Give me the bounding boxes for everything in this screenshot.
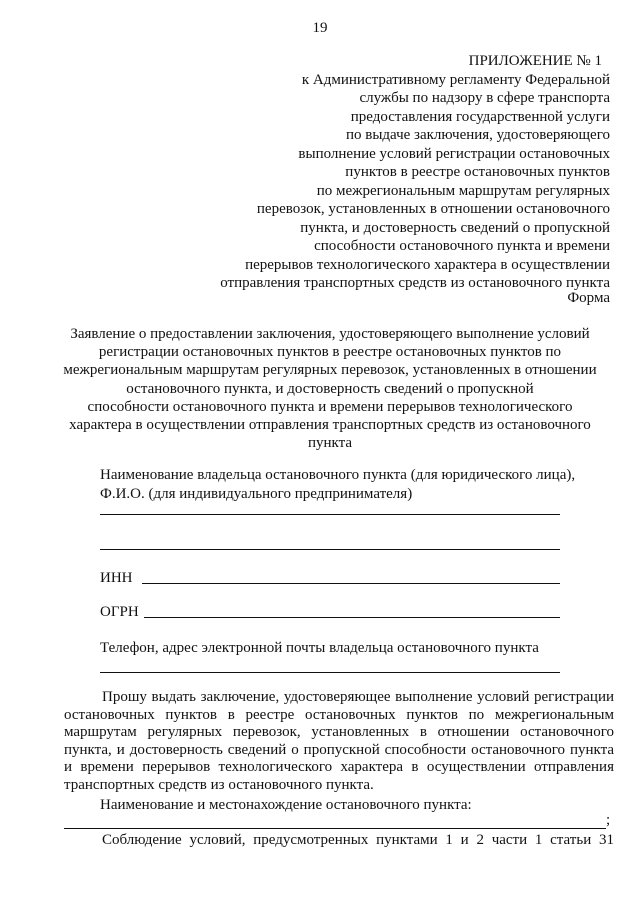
appendix-line: пунктов в реестре остановочных пунктов <box>345 164 610 180</box>
appendix-line: по межрегиональным маршрутам регулярных <box>316 182 610 199</box>
request-line: и времени перерывов технологического характера в осуществлении отправления <box>64 759 614 775</box>
inn-label: ИНН <box>100 570 133 586</box>
stop-location-label: Наименование и местонахождение остановочного пункта: <box>100 797 472 813</box>
owner-name-label-line: Ф.И.О. (для индивидуального предпринимателя) <box>100 485 413 502</box>
appendix-line: перевозок, установленных в отношении остановочного <box>256 201 610 217</box>
appendix-line: способности остановочного пункта и времени <box>314 238 610 254</box>
application-heading <box>60 325 600 452</box>
heading-line: остановочного пункта, и достоверность сведений о пропускной <box>126 380 534 397</box>
appendix-line: перерывов технологического характера в осуществлении <box>245 256 610 273</box>
request-line: транспортных средств из остановочного пункта. <box>64 776 374 793</box>
appendix-line: предоставления государственной услуги <box>350 108 610 125</box>
appendix-header <box>190 52 610 293</box>
contacts-field[interactable] <box>100 672 560 673</box>
appendix-line: службы по надзору в сфере транспорта <box>359 90 610 106</box>
semicolon: ; <box>606 812 611 828</box>
stop-location-field[interactable] <box>64 828 606 829</box>
heading-line: межрегиональным маршрутам регулярных перевозок, установленных в отношении <box>63 362 597 379</box>
request-paragraph <box>64 689 614 794</box>
appendix-line: к Административному регламенту Федеральной <box>301 71 610 88</box>
heading-line: способности остановочного пункта и времени перерывов технологического <box>87 398 573 415</box>
request-line: Прошу выдать заключение, удостоверяющее выполнение условий регистрации <box>102 689 614 705</box>
request-line: маршрутам регулярных перевозок, установленных в отношении остановочного <box>64 724 614 740</box>
compliance-line: Соблюдение условий, предусмотренных пунктами 1 и 2 части 1 статьи 31 <box>102 832 614 848</box>
appendix-title: ПРИЛОЖЕНИЕ № 1 <box>468 53 602 69</box>
owner-name-label <box>100 466 615 503</box>
request-line: пункта, и достоверность сведений о пропускной способности остановочного пункта <box>64 741 614 758</box>
owner-name-field-line-1[interactable] <box>100 514 560 515</box>
compliance-paragraph <box>64 832 614 850</box>
page-number: 19 <box>312 20 328 36</box>
heading-line: характера в осуществлении отправления транспортных средств из остановочного <box>69 417 591 434</box>
heading-line: регистрации остановочных пунктов в реестре остановочных пунктов по <box>98 344 562 361</box>
appendix-line: выполнение условий регистрации остановочных <box>298 145 610 162</box>
request-line: остановочных пунктов в реестре остановочных пунктов по межрегиональным <box>64 706 614 723</box>
form-label: Форма <box>567 290 610 306</box>
appendix-line: по выдаче заключения, удостоверяющего <box>345 127 610 143</box>
owner-name-field-line-2[interactable] <box>100 549 560 550</box>
owner-name-label-line: Наименование владельца остановочного пункта (для юридического лица), <box>100 467 576 483</box>
heading-line: пункта <box>307 435 353 452</box>
inn-field[interactable] <box>142 583 560 584</box>
appendix-line: пункта, и достоверность сведений о пропускной <box>300 219 610 236</box>
contacts-label: Телефон, адрес электронной почты владельца остановочного пункта <box>100 640 539 656</box>
ogrn-label: ОГРН <box>100 604 139 620</box>
heading-line: Заявление о предоставлении заключения, удостоверяющего выполнение условий <box>70 326 590 342</box>
appendix-line: отправления транспортных средств из остановочного пункта <box>220 275 610 291</box>
ogrn-field[interactable] <box>144 617 560 618</box>
